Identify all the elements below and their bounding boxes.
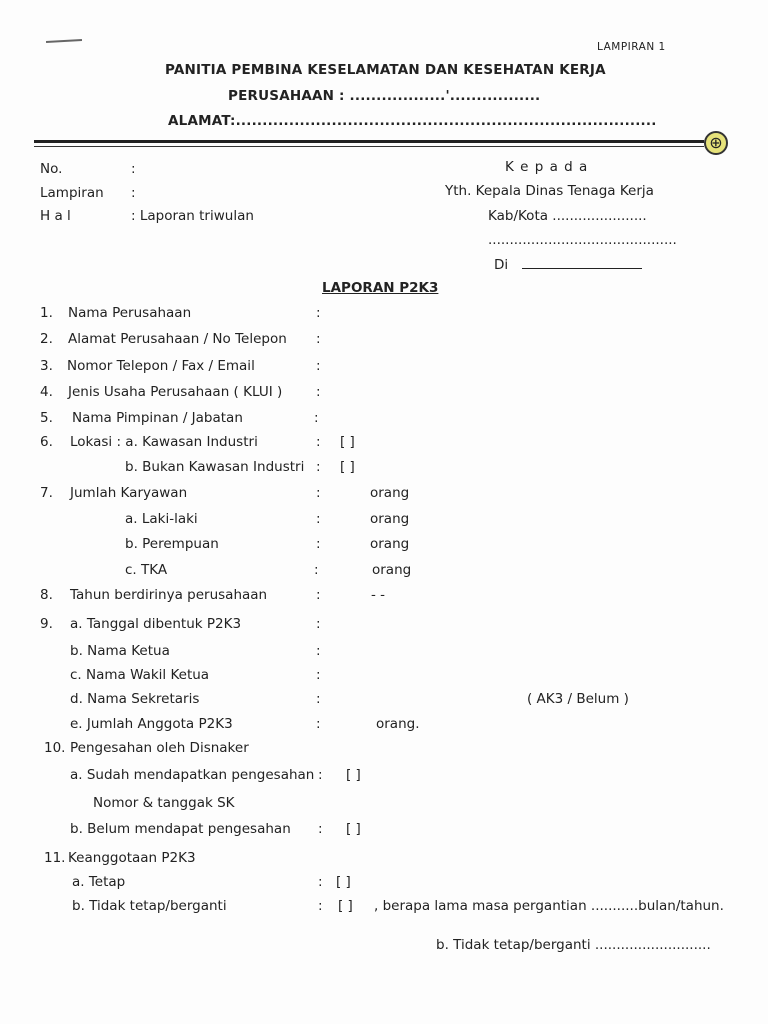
item-colon: : xyxy=(316,358,321,374)
item-colon: : xyxy=(316,384,321,400)
address-dots-line: ............................................ xyxy=(488,232,677,248)
plus-circle-icon: ⊕ xyxy=(704,131,728,155)
checkbox-tidak-tetap[interactable]: [ ] xyxy=(338,898,353,914)
header-alamat: ALAMAT:............................................................................... xyxy=(168,113,657,129)
item-number: 6. xyxy=(40,434,53,450)
item-colon: : xyxy=(316,536,321,552)
item-sublabel: Nomor & tanggak SK xyxy=(93,795,235,811)
item-colon: : xyxy=(314,562,319,578)
item-colon: : xyxy=(316,511,321,527)
header-perusahaan: PERUSAHAAN : ..................'................. xyxy=(228,88,541,104)
checkbox-sudah[interactable]: [ ] xyxy=(346,767,361,783)
item-label: Pengesahan oleh Disnaker xyxy=(70,740,249,756)
item-label: Jenis Usaha Perusahaan ( KLUI ) xyxy=(68,384,283,400)
item-sublabel: c. Nama Wakil Ketua xyxy=(70,667,210,683)
item-number: 8. xyxy=(40,587,53,603)
unit-orang: orang xyxy=(372,562,412,578)
item-sublabel: b. Bukan Kawasan Industri xyxy=(125,459,305,475)
lampiran-tag: LAMPIRAN 1 xyxy=(597,41,666,53)
item-number: 5. xyxy=(40,410,53,426)
item-number: 2. xyxy=(40,331,53,347)
item-number: 7. xyxy=(40,485,53,501)
item-colon: : xyxy=(316,643,321,659)
item-colon: : xyxy=(316,667,321,683)
unit-orang: orang xyxy=(370,485,410,501)
item-colon: : xyxy=(316,459,321,475)
item-label: a. Tanggal dibentuk P2K3 xyxy=(70,616,242,632)
item-sublabel: e. Jumlah Anggota P2K3 xyxy=(70,716,233,732)
footer-note: b. Tidak tetap/berganti ........................... xyxy=(436,937,711,953)
item-colon: : xyxy=(316,331,321,347)
item-colon: : xyxy=(316,691,321,707)
lampiran-label: Lampiran xyxy=(40,185,104,201)
hal-label: H a l xyxy=(40,208,71,224)
item-label: Tahun berdirinya perusahaan xyxy=(70,587,268,603)
item-label: Nomor Telepon / Fax / Email xyxy=(67,358,255,374)
header-title: PANITIA PEMBINA KESELAMATAN DAN KESEHATAN KERJA xyxy=(165,62,606,78)
checkbox-belum[interactable]: [ ] xyxy=(346,821,361,837)
item-colon: : xyxy=(316,616,321,632)
lampiran-colon: : xyxy=(131,185,136,201)
kab-kota-line: Kab/Kota ...................... xyxy=(488,208,647,224)
item-label: Lokasi : a. Kawasan Industri xyxy=(70,434,258,450)
no-label: No. xyxy=(40,161,63,177)
item-sublabel: b. Nama Ketua xyxy=(70,643,170,659)
item-colon: : xyxy=(316,434,321,450)
header-rule-thick xyxy=(34,140,704,143)
item-colon: : xyxy=(316,587,321,603)
ak3-note: ( AK3 / Belum ) xyxy=(527,691,629,707)
item-label: Nama Pimpinan / Jabatan xyxy=(72,410,243,426)
item-label: Nama Perusahaan xyxy=(68,305,192,321)
item-number: 11. xyxy=(44,850,66,866)
item-label: Keanggotaan P2K3 xyxy=(68,850,196,866)
item-sublabel: a. Sudah mendapatkan pengesahan xyxy=(70,767,315,783)
item-sublabel: b. Tidak tetap/berganti xyxy=(72,898,227,914)
report-title: LAPORAN P2K3 xyxy=(322,280,439,296)
item-sublabel: b. Belum mendapat pengesahan xyxy=(70,821,291,837)
item-colon: : xyxy=(318,821,323,837)
item-sublabel: a. Laki-laki xyxy=(125,511,198,527)
item-colon: : xyxy=(316,485,321,501)
unit-orang: orang xyxy=(370,511,410,527)
item-colon: : xyxy=(316,305,321,321)
item-sublabel: a. Tetap xyxy=(72,874,126,890)
header-rule-thin xyxy=(34,146,704,147)
item-sublabel: b. Perempuan xyxy=(125,536,219,552)
pen-mark xyxy=(46,39,82,43)
item-sublabel: c. TKA xyxy=(125,562,168,578)
item-number: 4. xyxy=(40,384,53,400)
unit-orang: orang xyxy=(370,536,410,552)
item-number: 3. xyxy=(40,358,53,374)
checkbox-kawasan[interactable]: [ ] xyxy=(340,434,355,450)
item-sublabel: d. Nama Sekretaris xyxy=(70,691,200,707)
item-colon: : xyxy=(316,716,321,732)
no-colon: : xyxy=(131,161,136,177)
item-number: 10. xyxy=(44,740,66,756)
item-number: 1. xyxy=(40,305,53,321)
item-colon: : xyxy=(318,874,323,890)
item-label: Jumlah Karyawan xyxy=(70,485,188,501)
recipient-line: Yth. Kepala Dinas Tenaga Kerja xyxy=(445,183,654,199)
unit-orang: orang. xyxy=(376,716,420,732)
item-label: Alamat Perusahaan / No Telepon xyxy=(68,331,287,347)
date-dashes: - - xyxy=(371,587,386,603)
item-colon: : xyxy=(318,767,323,783)
kepada-label: K e p a d a xyxy=(505,159,589,175)
hal-value: : Laporan triwulan xyxy=(131,208,254,224)
item-number: 9. xyxy=(40,616,53,632)
item-colon: : xyxy=(314,410,319,426)
pergantian-note: , berapa lama masa pergantian ...........bulan/tahun. xyxy=(374,898,724,914)
checkbox-tetap[interactable]: [ ] xyxy=(336,874,351,890)
checkbox-bukan-kawasan[interactable]: [ ] xyxy=(340,459,355,475)
di-label: Di xyxy=(494,257,509,273)
di-underline xyxy=(522,268,642,269)
item-colon: : xyxy=(318,898,323,914)
